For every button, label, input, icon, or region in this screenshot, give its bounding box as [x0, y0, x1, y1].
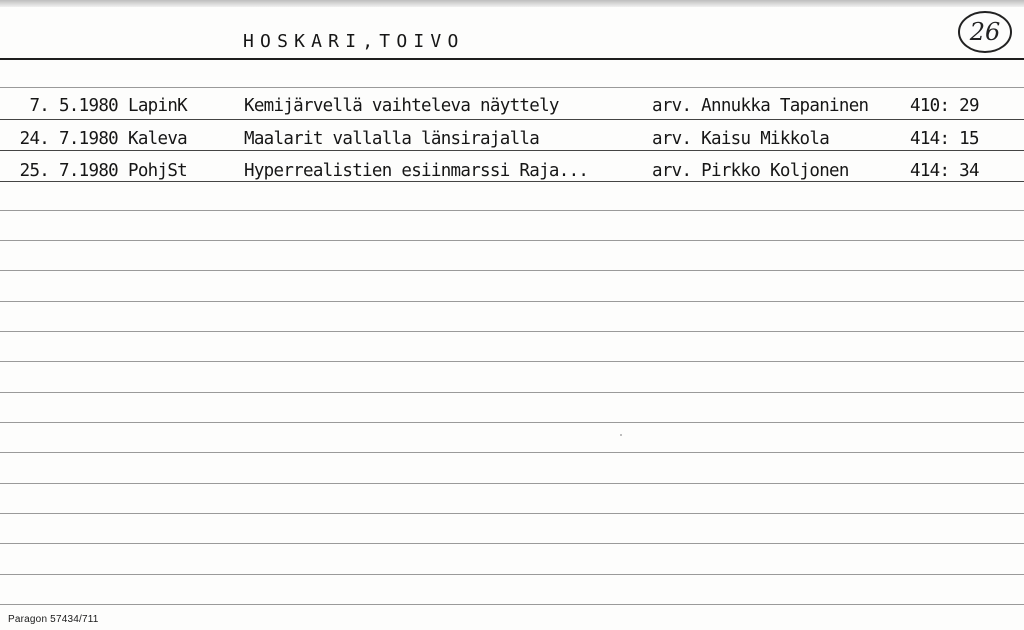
ruled-line — [0, 210, 1024, 211]
entry-title: Kemijärvellä vaihteleva näyttely — [244, 96, 559, 116]
ruled-line — [0, 574, 1024, 575]
ruled-line — [0, 150, 1024, 151]
ruled-line — [0, 331, 1024, 332]
header-rule — [0, 58, 1024, 60]
scan-edge — [0, 0, 1024, 7]
ruled-line — [0, 119, 1024, 120]
entry-reference: 410: 29 — [910, 96, 979, 116]
ruled-line — [0, 270, 1024, 271]
ruled-line — [0, 181, 1024, 182]
card-footer: Paragon 57434/711 — [8, 614, 99, 625]
ruled-line — [0, 240, 1024, 241]
ruled-line — [0, 483, 1024, 484]
ruled-line — [0, 422, 1024, 423]
entry-reference: 414: 34 — [910, 161, 979, 181]
entry-reviewer: arv. Pirkko Koljonen — [652, 161, 849, 181]
ruled-line — [0, 513, 1024, 514]
entry-source: Kaleva — [128, 129, 188, 149]
entry-reference: 414: 15 — [910, 129, 979, 149]
entry-row — [0, 96, 1024, 126]
card-number-stamp — [955, 9, 1013, 55]
ruled-line — [0, 543, 1024, 544]
ruled-line — [0, 361, 1024, 362]
entry-reviewer: arv. Kaisu Mikkola — [652, 129, 830, 149]
ruled-line — [0, 301, 1024, 302]
entry-reviewer: arv. Annukka Tapaninen — [652, 96, 869, 116]
entry-date: 7. 5.1980 — [29, 96, 118, 116]
ruled-line — [0, 87, 1024, 88]
entry-title: Hyperrealistien esiinmarssi Raja... — [244, 161, 589, 181]
card-number: 26 — [969, 18, 1001, 46]
card-heading: HOSKARI,TOIVO — [243, 31, 465, 52]
ruled-line — [0, 604, 1024, 605]
ruled-line — [0, 452, 1024, 453]
ruled-line — [0, 392, 1024, 393]
entry-title: Maalarit vallalla länsirajalla — [244, 129, 540, 149]
entry-source: PohjSt — [128, 161, 188, 181]
entry-date: 25. 7.1980 — [19, 161, 118, 181]
entry-row — [0, 161, 1024, 191]
entry-source: LapinK — [128, 96, 188, 116]
entry-row — [0, 129, 1024, 159]
paper-speck — [620, 434, 622, 436]
entry-date: 24. 7.1980 — [19, 129, 118, 149]
